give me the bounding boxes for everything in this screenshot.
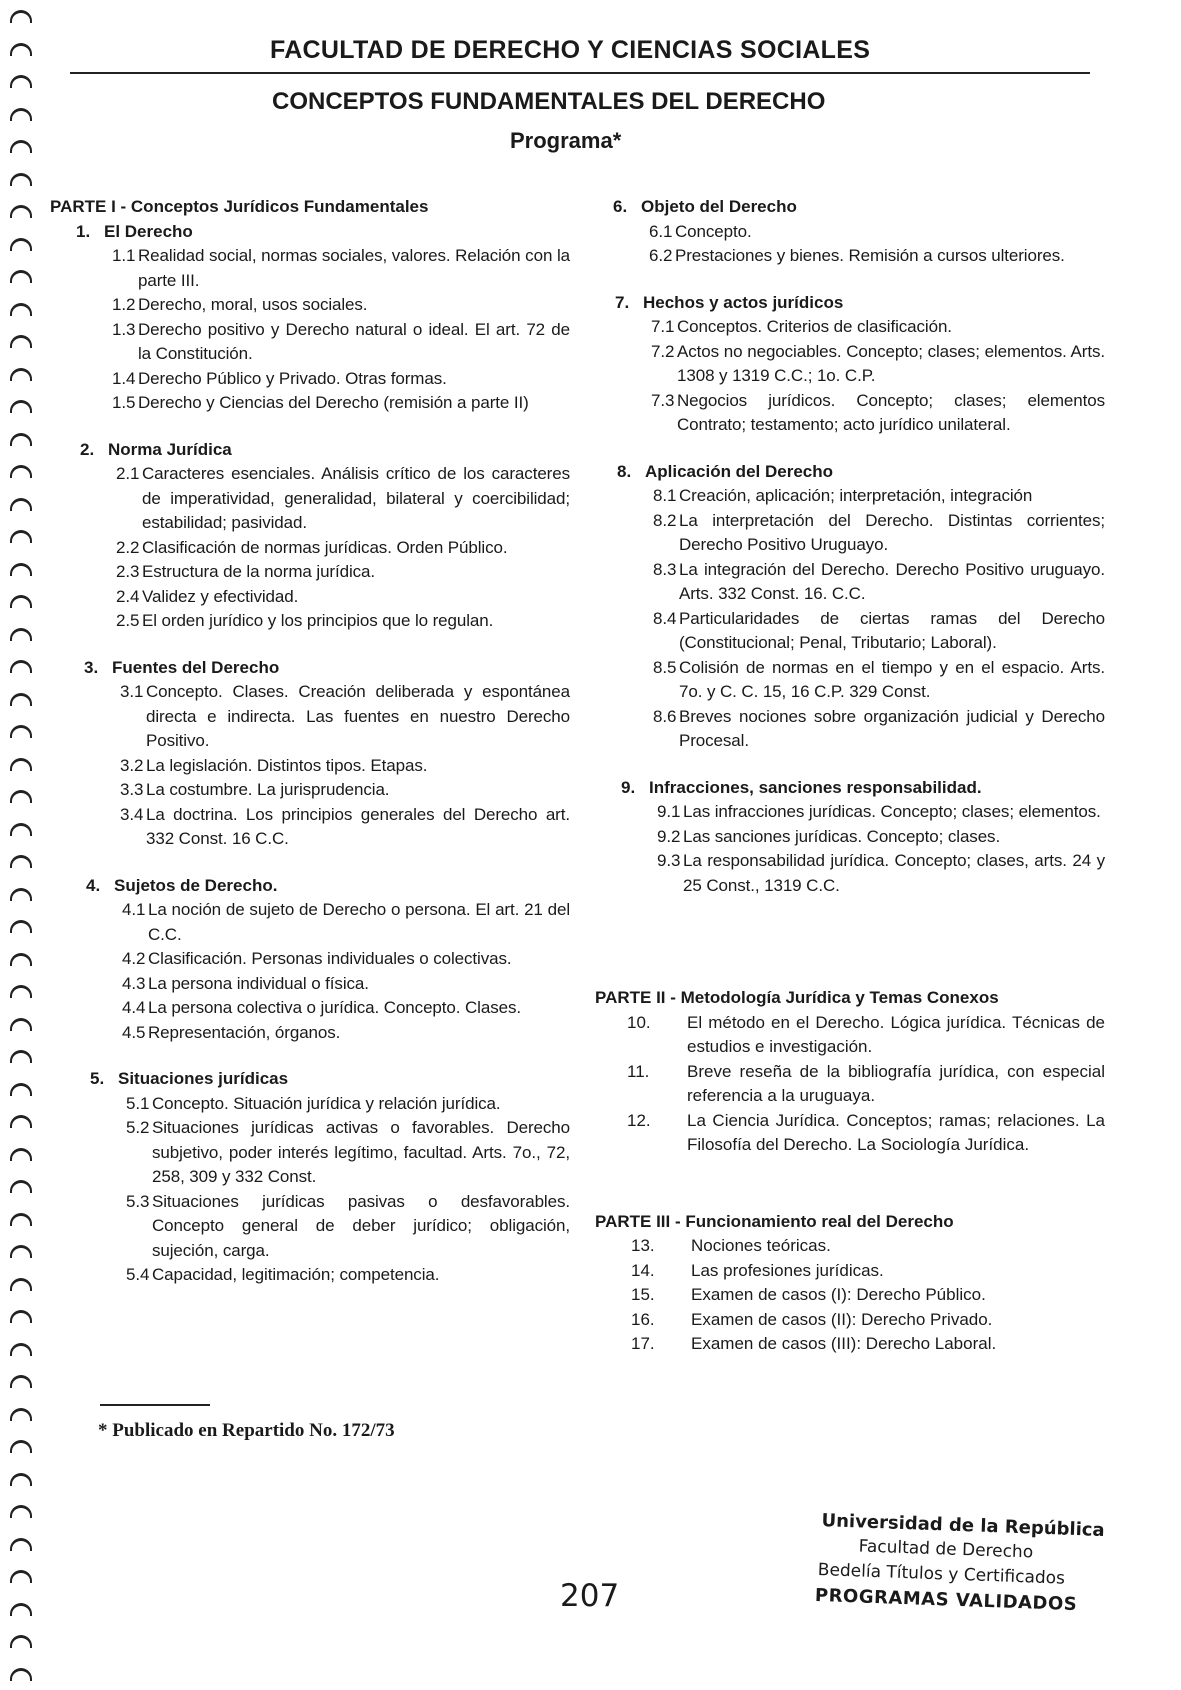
binding-ring [10,660,32,673]
binding-ring [10,498,32,511]
list-item: 1.1 Realidad social, normas sociales, valores. Relación con la parte III. [112,246,570,290]
section-5 [50,1067,570,1288]
binding-ring [10,530,32,543]
list-item: 8.4 Particularidades de ciertas ramas del Derecho (Constitucional; Penal, Tributario; Laboral). [653,608,1105,652]
section-4 [50,874,570,1046]
binding-ring [10,43,32,56]
list-item: 7.3 Negocios jurídicos. Concepto; clases; elementos Contrato; testamento; acto jurídico unilateral. [651,390,1105,434]
list-item: 3.4 La doctrina. Los principios generales del Derecho art. 332 Const. 16 C.C. [120,804,570,848]
binding-ring [10,303,32,316]
program-subtitle: Programa* [510,128,622,153]
list-item: 5.3 Situaciones jurídicas pasivas o desfavorables. Concepto general de deber jurídico; obligación, sujeción, carga. [126,1191,570,1260]
list-item: 17. Examen de casos (III): Derecho Laboral. [631,1334,997,1353]
binding-ring [10,1635,32,1648]
binding-ring [10,1245,32,1258]
list-item: 8.6 Breves nociones sobre organización judicial y Derecho Procesal. [653,706,1105,750]
header-divider [70,72,1090,74]
footnote-divider [100,1404,210,1406]
list-item: 2.3 Estructura de la norma jurídica. [116,562,376,581]
section-2 [50,438,570,634]
faculty-title: FACULTAD DE DERECHO Y CIENCIAS SOCIALES [270,36,871,64]
list-item: 14. Las profesiones jurídicas. [631,1260,884,1280]
section-title: El Derecho [104,221,193,241]
binding-ring [10,888,32,901]
section-1 [50,220,570,416]
binding-ring [10,1018,32,1031]
list-item: 10. El método en el Derecho. Lógica jurídica. Técnicas de estudios e investigación. [627,1012,1105,1056]
list-item: 4.4 La persona colectiva o jurídica. Concepto. Clases. [122,998,521,1017]
list-item: 7.2 Actos no negociables. Concepto; clases; elementos. Arts. 1308 y 1319 C.C.; 1o. C.P. [651,341,1105,385]
section-7 [595,291,1105,438]
section-number: 8. [617,461,632,481]
part-3-heading: PARTE III - Funcionamiento real del Derecho [595,1211,954,1231]
binding-ring [10,205,32,218]
binding-ring [10,1570,32,1583]
footnote: * Publicado en Repartido No. 172/73 [98,1420,395,1441]
binding-ring [10,108,32,121]
list-item: 5.2 Situaciones jurídicas activas o favorables. Derecho subjetivo, poder interés legítimo, facultad. Arts. 7o., 72, 258, 309 y 332 Const. [126,1118,570,1186]
binding-ring [10,1083,32,1096]
stamp-university: Universidad de la República [821,1510,1106,1542]
left-column [50,195,570,1288]
binding-ring [10,335,32,348]
list-item: 9.3 La responsabilidad jurídica. Concepto; clases, arts. 24 y 25 Const., 1319 C.C. [657,851,1105,895]
list-item: 5.4 Capacidad, legitimación; competencia. [126,1265,440,1284]
binding-ring [10,400,32,413]
list-item: 4.3 La persona individual o física. [122,973,369,993]
section-number: 7. [615,292,630,312]
binding-ring [10,823,32,836]
binding-ring [10,1668,32,1681]
section-8 [595,460,1105,754]
binding-ring [10,1213,32,1226]
part-3 [595,1210,1105,1357]
list-item: 9.2 Las sanciones jurídicas. Concepto; clases. [657,826,1001,846]
section-title: Infracciones, sanciones responsabilidad. [649,777,982,797]
binding-ring [10,953,32,966]
list-item: 2.5 El orden jurídico y los principios que lo regulan. [116,611,494,630]
list-item: 9.1 Las infracciones jurídicas. Concepto; clases; elementos. [657,802,1101,821]
binding-ring [10,1278,32,1291]
list-item: 4.5 Representación, órganos. [122,1022,341,1042]
list-item: 8.5 Colisión de normas en el tiempo y en el espacio. Arts. 7o. y C. C. 15, 16 C.P. 329 Const. [653,657,1105,701]
binding-ring [10,1603,32,1616]
binding-ring [10,628,32,641]
list-item: 8.2 La interpretación del Derecho. Distintas corrientes; Derecho Positivo Uruguayo. [653,510,1105,554]
binding-ring [10,1505,32,1518]
list-item: 2.1 Caracteres esenciales. Análisis crítico de los caracteres de imperatividad, generalidad, bilateral y coercibilidad; estabilidad; pasividad. [116,464,570,532]
binding-ring [10,595,32,608]
course-title: CONCEPTOS FUNDAMENTALES DEL DERECHO [272,88,826,115]
binding-ring [10,238,32,251]
binding-ring [10,563,32,576]
list-item: 1.2 Derecho, moral, usos sociales. [112,295,368,314]
binding-ring [10,433,32,446]
right-column [595,195,1105,1357]
section-title: Sujetos de Derecho. [114,875,278,895]
binding-ring [10,758,32,771]
binding-ring [10,855,32,868]
binding-ring [10,1310,32,1323]
section-number: 5. [90,1069,105,1088]
list-item: 13. Nociones teóricas. [631,1236,831,1255]
binding-ring [10,725,32,738]
part-2 [595,986,1105,1158]
list-item: 7.1 Conceptos. Criterios de clasificación. [651,317,952,336]
section-title: Objeto del Derecho [641,197,797,216]
section-title: Hechos y actos jurídicos [643,292,844,312]
list-item: 5.1 Concepto. Situación jurídica y relación jurídica. [126,1093,501,1113]
binding-ring [10,1375,32,1388]
section-number: 1. [76,221,91,241]
list-item: 3.2 La legislación. Distintos tipos. Etapas. [120,755,428,775]
list-item: 8.1 Creación, aplicación; interpretación, integración [653,486,1033,505]
list-item: 6.2 Prestaciones y bienes. Remisión a cursos ulteriores. [649,246,1065,265]
binding-ring [10,1538,32,1551]
part-1-heading: PARTE I - Conceptos Jurídicos Fundamentales [50,197,429,216]
binding-ring [10,790,32,803]
list-item: 4.1 La noción de sujeto de Derecho o persona. El art. 21 del C.C. [122,900,570,944]
section-number: 3. [84,657,99,677]
list-item: 8.3 La integración del Derecho. Derecho Positivo uruguayo. Arts. 332 Const. 16. C.C. [653,559,1105,603]
list-item: 1.3 Derecho positivo y Derecho natural o ideal. El art. 72 de la Constitución. [112,319,570,363]
list-item: 11. Breve reseña de la bibliografía jurídica, con especial referencia a la uruguaya. [627,1061,1105,1105]
section-3 [50,656,570,852]
binding-ring [10,1180,32,1193]
stamp-faculty: Facultad de Derecho [858,1536,1034,1563]
list-item: 2.2 Clasificación de normas jurídicas. Orden Público. [116,537,508,557]
section-9 [595,776,1105,899]
binding-ring [10,368,32,381]
binding-ring [10,140,32,153]
list-item: 1.4 Derecho Público y Privado. Otras formas. [112,368,447,388]
list-item: 2.4 Validez y efectividad. [116,586,299,606]
binding-ring [10,1343,32,1356]
binding-ring [10,1050,32,1063]
spiral-binding [2,0,42,1690]
section-number: 6. [613,197,628,216]
binding-ring [10,920,32,933]
section-title: Situaciones jurídicas [118,1069,289,1088]
section-title: Fuentes del Derecho [112,657,280,677]
stamp-validated: PROGRAMAS VALIDADOS [814,1584,1078,1616]
binding-ring [10,1408,32,1421]
list-item: 3.3 La costumbre. La jurisprudencia. [120,780,390,799]
binding-ring [10,10,32,23]
list-item: 12. La Ciencia Jurídica. Conceptos; ramas; relaciones. La Filosofía del Derecho. La Sociología Jurídica. [627,1110,1105,1154]
stamp-office: Bedelía Títulos y Certificados [817,1560,1066,1589]
binding-ring [10,270,32,283]
section-6 [595,195,1105,269]
list-item: 16. Examen de casos (II): Derecho Privado. [631,1309,993,1329]
section-number: 4. [86,875,101,895]
page-number: 207 [560,1578,620,1614]
validation-stamp [814,1508,1106,1617]
list-item: 6.1 Concepto. [649,221,752,241]
list-item: 3.1 Concepto. Clases. Creación deliberada y espontánea directa e indirecta. Las fuentes en nuestro Derecho Positivo. [120,682,570,750]
binding-ring [10,985,32,998]
binding-ring [10,465,32,478]
list-item: 1.5 Derecho y Ciencias del Derecho (remisión a parte II) [112,393,529,412]
list-item: 15. Examen de casos (I): Derecho Público. [631,1285,986,1304]
binding-ring [10,1440,32,1453]
part-2-heading: PARTE II - Metodología Jurídica y Temas Conexos [595,988,999,1007]
section-number: 9. [621,777,636,797]
section-title: Norma Jurídica [108,439,232,459]
section-number: 2. [80,439,95,459]
binding-ring [10,1115,32,1128]
binding-ring [10,693,32,706]
binding-ring [10,1148,32,1161]
binding-ring [10,1473,32,1486]
binding-ring [10,173,32,186]
binding-ring [10,75,32,88]
list-item: 4.2 Clasificación. Personas individuales o colectivas. [122,949,512,968]
section-title: Aplicación del Derecho [645,461,833,481]
